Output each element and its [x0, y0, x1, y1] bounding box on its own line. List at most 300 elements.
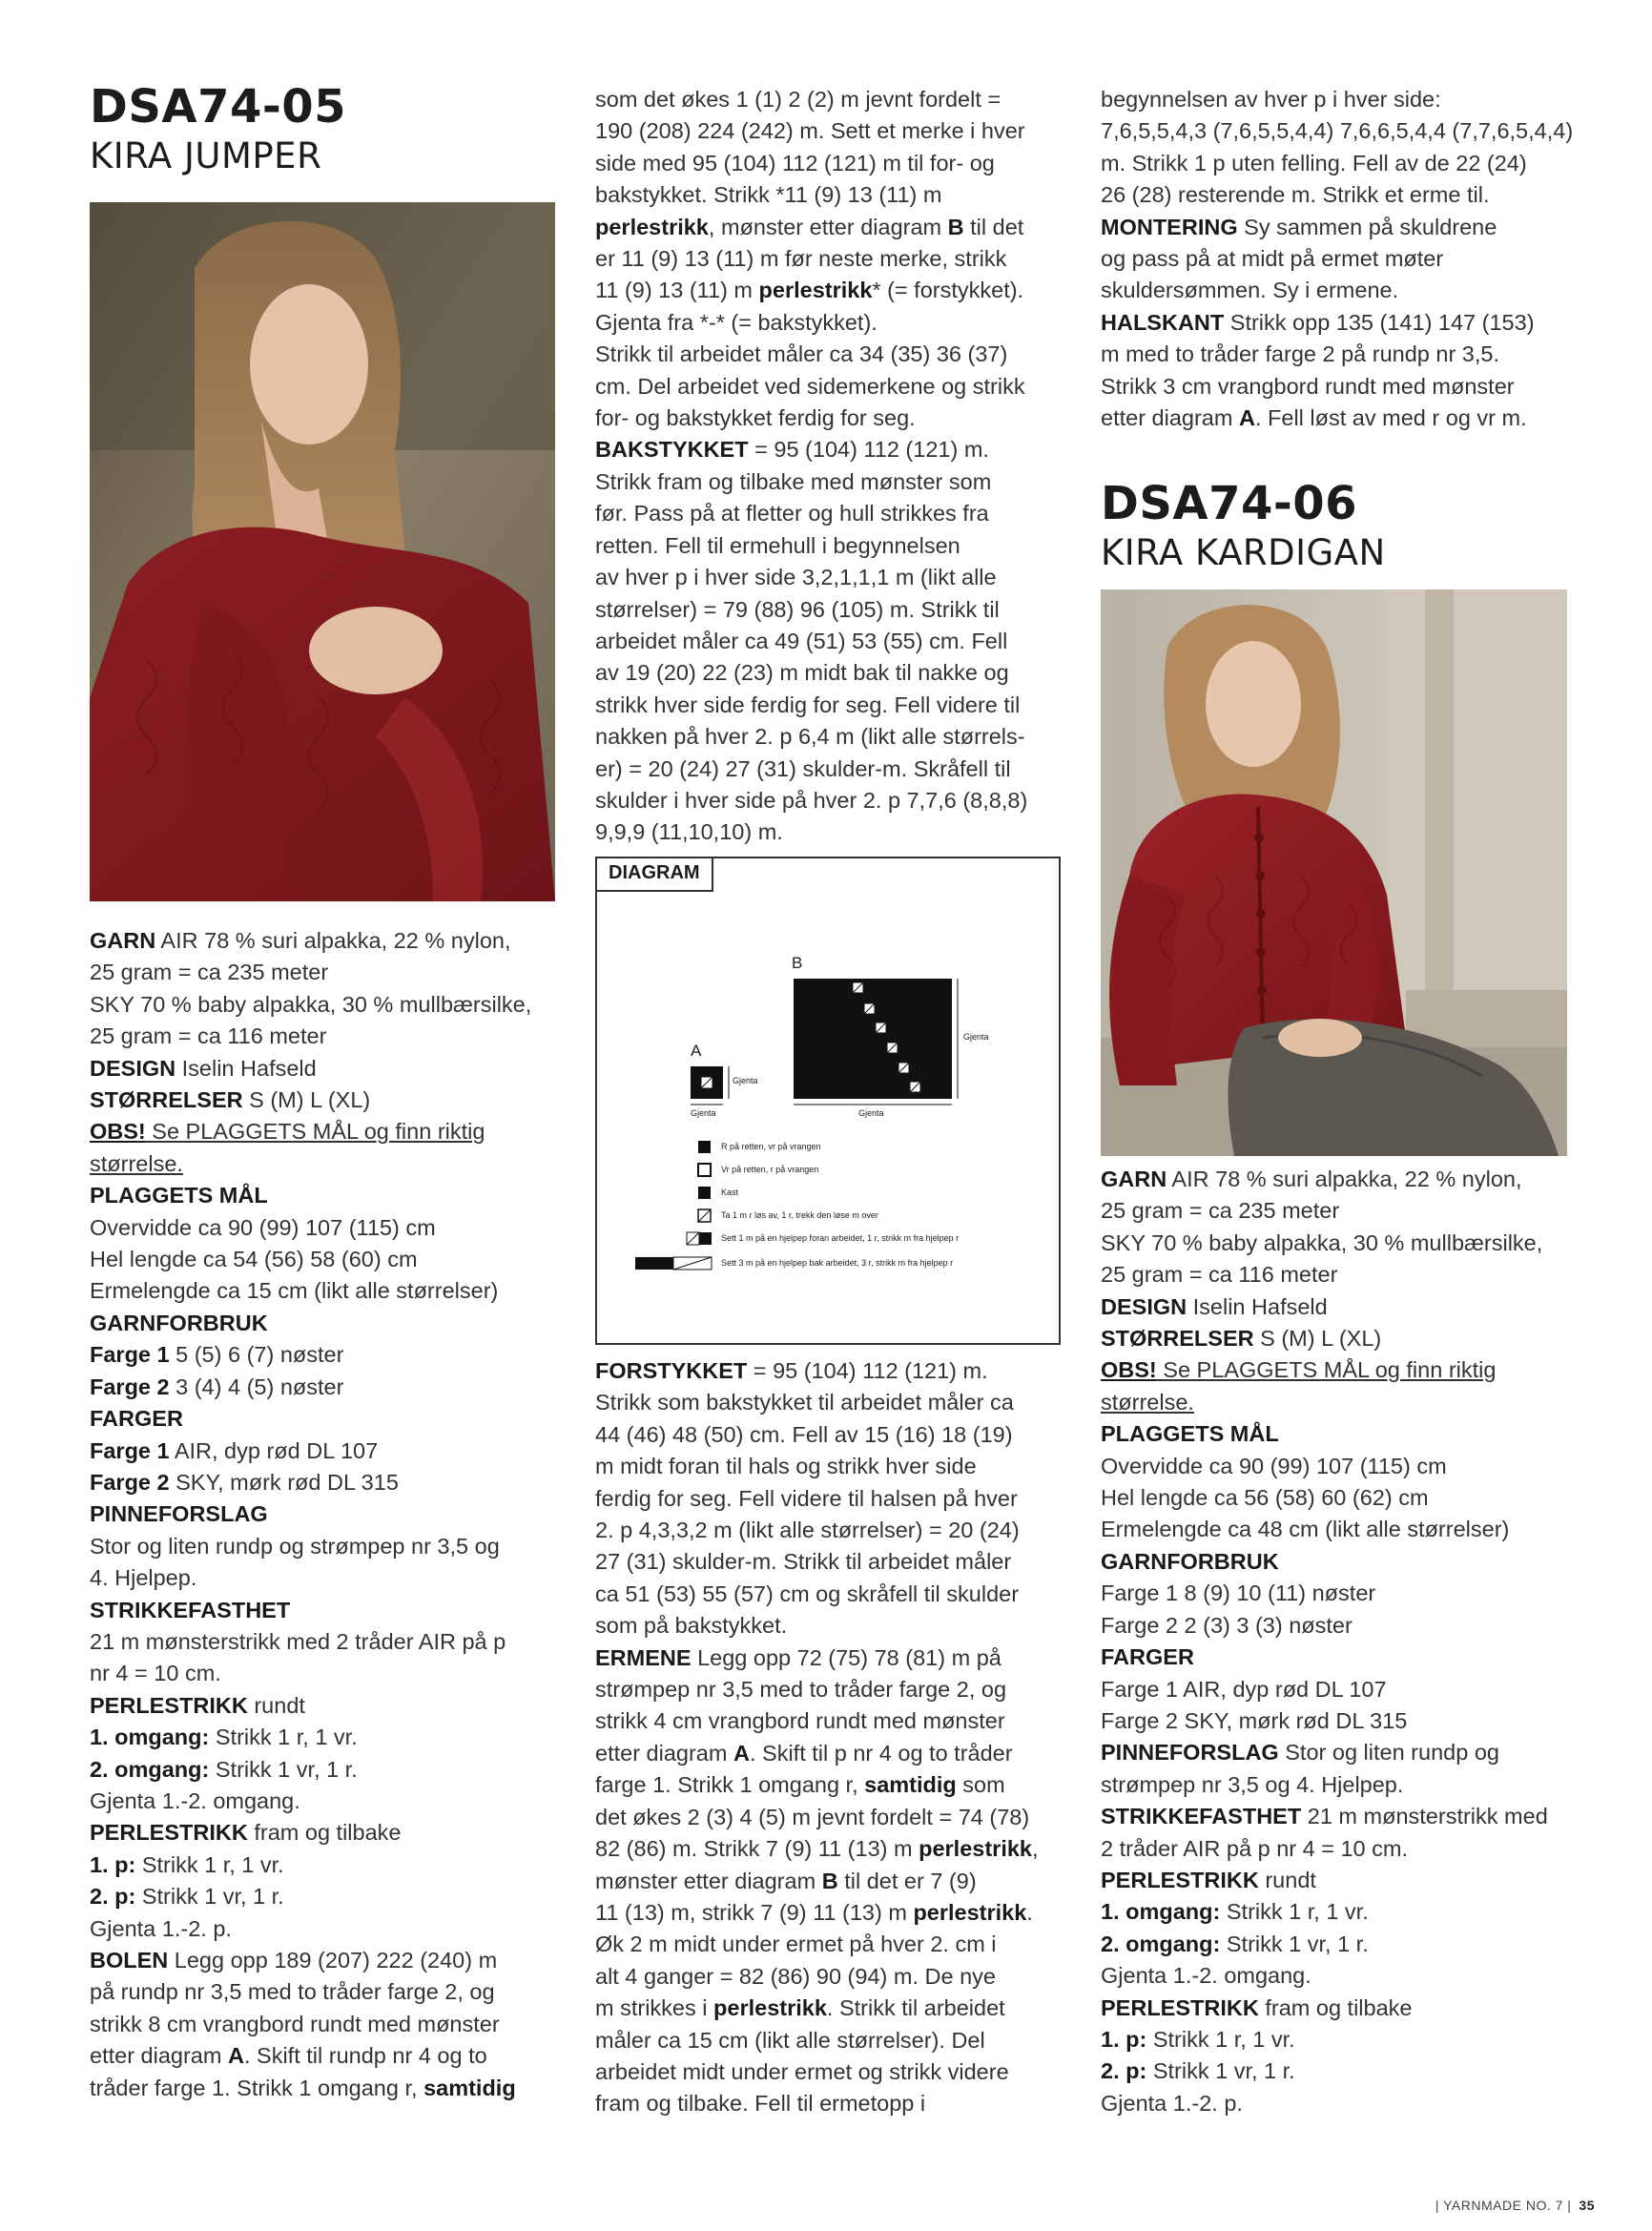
text-segment: Gjenta 1.-2. p. — [1101, 2090, 1243, 2116]
text-line — [1101, 1674, 1635, 1705]
text-segment: Farge 1 — [90, 1437, 170, 1463]
text-line — [1101, 1259, 1635, 1291]
text-line — [595, 84, 1110, 115]
section-heading: STØRRELSER — [90, 1087, 243, 1113]
text-segment: Strikk 1 r, 1 vr. — [209, 1725, 358, 1750]
text-line — [595, 1929, 1110, 1960]
text-line — [595, 1674, 1110, 1705]
text-line — [90, 1021, 605, 1052]
text-line — [90, 2009, 605, 2040]
legend-item: Kast — [721, 1188, 739, 1197]
legend-item: Sett 1 m på en hjelpep foran arbeidet, 1 r, strikk m fra hjelpep r — [721, 1233, 960, 1243]
text-segment: fram og tilbake — [1258, 1994, 1413, 2020]
text-segment: perlestrikk — [713, 1995, 827, 2021]
text-line — [595, 721, 1110, 753]
pattern-code: DSA74-06 — [1101, 477, 1358, 530]
text-segment: m. Strikk 1 p uten felling. Fell av de 22 (24) — [1101, 150, 1527, 176]
text-segment: Strikk opp 135 (141) 147 (153) — [1224, 309, 1535, 335]
text-segment: . Strikk til arbeidet — [826, 1995, 1005, 2021]
text-segment: Stor og liten rundp og strømpep nr 3,5 og — [90, 1533, 500, 1559]
text-segment: strikk hver side ferdig for seg. Fell videre til — [595, 692, 1021, 717]
text-segment: Strikk 1 vr, 1 r. — [209, 1756, 358, 1782]
text-segment: Strikk 1 vr, 1 r. — [135, 1884, 284, 1910]
text-line — [90, 2073, 605, 2104]
text-line — [90, 957, 605, 988]
text-segment: Sy sammen på skuldrene — [1237, 214, 1497, 239]
gjenta-a-horizontal: Gjenta — [691, 1108, 716, 1118]
section-heading: PERLESTRIKK — [1101, 1994, 1259, 2020]
section-heading: PERLESTRIKK — [90, 1820, 248, 1846]
text-line — [90, 1722, 605, 1753]
text-line — [1101, 371, 1635, 403]
text-line — [1101, 1164, 1635, 1195]
text-segment: 25 gram = ca 116 meter — [1101, 1262, 1338, 1288]
text-segment: samtidig — [423, 2075, 516, 2100]
cardigan-heading — [1101, 479, 1635, 574]
text-segment: Strikk 1 r, 1 vr. — [135, 1851, 284, 1877]
text-segment: Strikk 1 vr, 1 r. — [1220, 1931, 1369, 1956]
text-segment: etter diagram — [1101, 405, 1239, 431]
section-heading: MONTERING — [1101, 214, 1238, 239]
text-line — [1101, 1929, 1635, 1960]
section-heading: GARNFORBRUK — [90, 1310, 268, 1335]
text-segment: 27 (31) skulder-m. Strikk til arbeidet måler — [595, 1549, 1012, 1575]
text-segment: farge 1. Strikk 1 omgang r, — [595, 1772, 865, 1798]
section-heading: DESIGN — [1101, 1293, 1187, 1319]
legend-item: Vr på retten, r på vrangen — [721, 1165, 819, 1174]
legend-item: R på retten, vr på vrangen — [721, 1142, 821, 1151]
jumper-instructions-cont — [595, 84, 1110, 849]
text-segment: Farge 1 — [90, 1342, 170, 1368]
text-segment: 26 (28) resterende m. Strikk et erme til. — [1101, 182, 1490, 208]
text-line — [595, 657, 1110, 689]
text-segment: etter diagram — [595, 1740, 733, 1766]
text-segment: 4. Hjelpep. — [90, 1565, 197, 1591]
text-line — [1101, 212, 1635, 243]
text-line — [1101, 2088, 1635, 2119]
text-segment: Farge 2 2 (3) 3 (3) nøster — [1101, 1612, 1353, 1638]
text-segment: perlestrikk — [919, 1836, 1032, 1862]
text-segment: er 11 (9) 13 (11) m før neste merke, strikk — [595, 246, 1007, 272]
text-segment: til det — [963, 214, 1024, 239]
text-segment: fram og tilbake. Fell til ermetopp i — [595, 2091, 926, 2117]
text-segment: som — [956, 1772, 1005, 1798]
text-segment: AIR, dyp rød DL 107 — [169, 1437, 379, 1463]
text-line — [1101, 1737, 1635, 1768]
text-segment: 1. omgang: — [1101, 1899, 1221, 1925]
text-segment: 11 (13) m, strikk 7 (9) 11 (13) m — [595, 1899, 914, 1925]
text-line — [1101, 1801, 1635, 1832]
text-segment: 190 (208) 224 (242) m. Sett et merke i hver — [595, 118, 1025, 144]
section-heading: STRIKKEFASTHET — [90, 1597, 291, 1622]
text-line — [90, 1148, 605, 1180]
section-heading: STØRRELSER — [1101, 1326, 1254, 1352]
text-segment: Gjenta 1.-2. p. — [90, 1915, 232, 1941]
text-line — [1101, 1769, 1635, 1801]
text-segment: strikk 8 cm vrangbord rundt med mønster — [90, 2011, 500, 2036]
text-line — [90, 1881, 605, 1912]
text-segment: 44 (46) 48 (50) cm. Fell av 15 (16) 18 (19) — [595, 1421, 1013, 1447]
text-segment: Farge 2 — [90, 1469, 170, 1495]
text-line — [1101, 1323, 1635, 1354]
text-line — [90, 1436, 605, 1467]
text-line — [595, 690, 1110, 721]
text-line — [90, 1275, 605, 1307]
text-segment: alt 4 ganger = 82 (86) 90 (94) m. De nye — [595, 1963, 996, 1989]
text-segment: Iselin Hafseld — [1187, 1293, 1328, 1319]
text-segment: 1. p: — [1101, 2026, 1147, 2052]
pattern-code: DSA74-05 — [90, 80, 347, 134]
text-line — [595, 1738, 1110, 1769]
text-line — [595, 1355, 1110, 1387]
section-heading: PINNEFORSLAG — [90, 1501, 268, 1527]
section-heading: FARGER — [1101, 1644, 1194, 1670]
text-segment: . Fell løst av med r og vr m. — [1254, 405, 1527, 431]
text-segment: tråder farge 1. Strikk 1 omgang r, — [90, 2075, 424, 2100]
text-segment: 25 gram = ca 116 meter — [90, 1023, 327, 1049]
text-segment: Strikk til arbeidet måler ca 34 (35) 36 (37) — [595, 341, 1008, 367]
text-segment: nakken på hver 2. p 6,4 m (likt alle størrels- — [595, 724, 1025, 750]
legend-item: Sett 3 m på en hjelpep bak arbeidet, 3 r, strikk m fra hjelpep r — [721, 1258, 954, 1268]
text-line — [90, 1308, 605, 1339]
section-heading: ERMENE — [595, 1644, 692, 1670]
diagram-title: DIAGRAM — [597, 858, 713, 892]
text-line — [1101, 1228, 1635, 1259]
text-line — [595, 148, 1110, 179]
text-segment: som det økes 1 (1) 2 (2) m jevnt fordelt = — [595, 87, 1002, 112]
text-segment: 25 gram = ca 235 meter — [1101, 1198, 1340, 1224]
text-segment: fram og tilbake — [247, 1820, 402, 1846]
text-line — [90, 1690, 605, 1722]
text-line — [90, 1913, 605, 1945]
text-line — [1101, 339, 1635, 370]
text-segment: Gjenta fra *-* (= bakstykket). — [595, 309, 878, 335]
text-segment: 9,9,9 (11,10,10) m. — [595, 819, 783, 845]
text-line — [90, 1595, 605, 1626]
text-segment: perlestrikk — [758, 278, 873, 303]
text-segment: av hver p i hver side 3,2,1,1,1 m (likt alle — [595, 565, 997, 590]
text-line — [595, 562, 1110, 593]
pattern-name: KIRA KARDIGAN — [1101, 532, 1386, 573]
pattern-diagram — [595, 857, 1061, 1345]
text-segment: = 95 (104) 112 (121) m. — [747, 1358, 988, 1383]
text-segment: måler ca 15 cm (likt alle størrelser). Del — [595, 2027, 985, 2053]
text-segment: etter diagram — [90, 2043, 228, 2069]
text-segment: arbeidet midt under ermet og strikk videre — [595, 2058, 1009, 2084]
text-line — [595, 434, 1110, 465]
text-segment: samtidig — [864, 1772, 957, 1798]
text-line — [595, 1546, 1110, 1578]
text-segment: A — [227, 2043, 244, 2069]
cardigan-photo — [1101, 589, 1567, 1156]
text-segment: Hel lengde ca 54 (56) 58 (60) cm — [90, 1247, 418, 1272]
text-line — [595, 1610, 1110, 1642]
section-heading: DESIGN — [90, 1055, 176, 1081]
text-line — [1101, 1514, 1635, 1545]
text-segment: 1. p: — [90, 1851, 136, 1877]
text-segment: 2. omgang: — [90, 1756, 210, 1782]
text-segment: Gjenta 1.-2. omgang. — [1101, 1963, 1311, 1989]
text-line — [90, 1562, 605, 1594]
text-segment: bakstykket. Strikk *11 (9) 13 (11) m — [595, 182, 942, 208]
text-line — [595, 212, 1110, 243]
text-line — [595, 1897, 1110, 1929]
text-line — [595, 371, 1110, 403]
diagram-label-a: A — [691, 1042, 702, 1060]
text-line — [595, 275, 1110, 306]
text-segment: S (M) L (XL) — [242, 1087, 371, 1113]
text-segment: cm. Del arbeidet ved sidemerkene og strikk — [595, 373, 1025, 399]
page-footer — [1435, 2198, 1595, 2213]
text-segment: Farge 2 — [90, 1374, 170, 1399]
text-segment: perlestrikk — [595, 214, 709, 239]
text-segment: ferdig for seg. Fell videre til halsen på hver — [595, 1485, 1018, 1511]
section-heading: BAKSTYKKET — [595, 437, 749, 463]
text-line — [1101, 2055, 1635, 2087]
text-line — [595, 594, 1110, 626]
jumper-specs — [90, 925, 605, 2104]
text-line — [595, 530, 1110, 562]
text-line — [595, 1579, 1110, 1610]
text-segment: Legg opp 72 (75) 78 (81) m på — [691, 1644, 1002, 1670]
text-segment: på rundp nr 3,5 med to tråder farge 2, og — [90, 1979, 495, 2005]
text-line — [595, 243, 1110, 275]
text-segment: størrelse. — [90, 1150, 183, 1176]
text-line — [595, 1705, 1110, 1737]
text-segment: SKY, mørk rød DL 315 — [169, 1469, 399, 1495]
section-heading: FARGER — [90, 1406, 183, 1432]
text-line — [1101, 1451, 1635, 1482]
text-segment: Ermelengde ca 15 cm (likt alle størrelser) — [90, 1278, 499, 1304]
text-line — [90, 1212, 605, 1244]
text-segment: det økes 2 (3) 4 (5) m jevnt fordelt = 74 (78) — [595, 1804, 1030, 1829]
text-segment: størrelser) = 79 (88) 96 (105) m. Strikk til — [595, 596, 1000, 622]
text-line — [90, 1976, 605, 2008]
text-segment: B — [947, 214, 964, 239]
text-line — [1101, 1418, 1635, 1450]
text-segment: Strikk fram og tilbake med mønster som — [595, 468, 992, 494]
section-heading: BOLEN — [90, 1948, 169, 1973]
text-segment: 82 (86) m. Strikk 7 (9) 11 (13) m — [595, 1836, 919, 1862]
text-line — [595, 403, 1110, 434]
text-segment: Farge 1 8 (9) 10 (11) nøster — [1101, 1580, 1376, 1606]
text-segment: Hel lengde ca 56 (58) 60 (62) cm — [1101, 1485, 1429, 1511]
section-heading: OBS! — [1101, 1357, 1157, 1383]
text-line — [1101, 1354, 1635, 1386]
text-line — [595, 115, 1110, 147]
text-segment: 2. p 4,3,3,2 m (likt alle størrelser) = 20 (24) — [595, 1518, 1020, 1543]
text-segment: rundt — [247, 1692, 305, 1718]
text-line — [90, 1244, 605, 1275]
text-segment: SKY 70 % baby alpakka, 30 % mullbærsilke, — [90, 991, 532, 1017]
text-segment: 21 m mønsterstrikk med — [1301, 1804, 1548, 1829]
text-line — [90, 1498, 605, 1530]
text-line — [595, 1483, 1110, 1515]
text-segment: SKY 70 % baby alpakka, 30 % mullbærsilke, — [1101, 1229, 1543, 1255]
text-line — [595, 816, 1110, 848]
text-line — [90, 1403, 605, 1435]
text-segment: * (= forstykket). — [872, 278, 1024, 303]
text-line — [595, 1642, 1110, 1674]
text-line — [1101, 1993, 1635, 2024]
text-line — [1101, 2024, 1635, 2055]
pattern-name: KIRA JUMPER — [90, 135, 322, 176]
text-line — [90, 1754, 605, 1786]
text-segment: 25 gram = ca 235 meter — [90, 960, 329, 985]
text-segment: begynnelsen av hver p i hver side: — [1101, 87, 1441, 112]
text-line — [595, 1802, 1110, 1833]
text-line — [1101, 1642, 1635, 1673]
text-segment: Strikk som bakstykket til arbeidet måler ca — [595, 1390, 1014, 1415]
text-line — [595, 466, 1110, 498]
text-segment: 2. omgang: — [1101, 1931, 1221, 1956]
text-line — [90, 1626, 605, 1658]
text-line — [595, 1833, 1110, 1865]
text-segment: AIR 78 % suri alpakka, 22 % nylon, — [155, 928, 511, 953]
text-line — [1101, 307, 1635, 339]
text-segment: 2 tråder AIR på p nr 4 = 10 cm. — [1101, 1835, 1408, 1861]
text-segment: m strikkes i — [595, 1995, 714, 2021]
text-segment: Farge 1 AIR, dyp rød DL 107 — [1101, 1676, 1387, 1702]
text-line — [595, 785, 1110, 816]
text-line — [90, 1531, 605, 1562]
text-line — [595, 339, 1110, 370]
text-segment: Se PLAGGETS MÅL og finn riktig — [145, 1119, 485, 1145]
text-segment: perlestrikk — [913, 1899, 1027, 1925]
jumper-instructions-front-sleeves — [595, 1355, 1110, 2120]
text-segment: . Skift til rundp nr 4 og to — [243, 2043, 487, 2069]
text-line — [90, 1339, 605, 1371]
gjenta-a-vertical: Gjenta — [733, 1076, 758, 1085]
text-line — [90, 2040, 605, 2072]
text-segment: 11 (9) 13 (11) m — [595, 278, 759, 303]
text-line — [1101, 1482, 1635, 1514]
text-segment: , — [1032, 1836, 1039, 1862]
text-segment: arbeidet måler ca 49 (51) 53 (55) cm. Fell — [595, 628, 1008, 653]
text-line — [1101, 1960, 1635, 1992]
text-segment: skuldersømmen. Sy i ermene. — [1101, 278, 1399, 303]
text-line — [90, 1116, 605, 1147]
diagram-label-b: B — [792, 954, 803, 972]
section-heading: GARN — [1101, 1167, 1167, 1191]
text-line — [90, 1372, 605, 1403]
text-line — [595, 1451, 1110, 1482]
text-segment: Legg opp 189 (207) 222 (240) m — [168, 1948, 498, 1973]
text-line — [90, 1658, 605, 1689]
text-line — [1101, 1578, 1635, 1609]
text-segment: . Skift til p nr 4 og to tråder — [749, 1740, 1013, 1766]
text-segment: Farge 2 SKY, mørk rød DL 315 — [1101, 1707, 1408, 1733]
text-line — [1101, 1291, 1635, 1323]
text-segment: Øk 2 m midt under ermet på hver 2. cm i — [595, 1931, 997, 1957]
text-line — [595, 1387, 1110, 1418]
text-segment: Stor og liten rundp og — [1278, 1740, 1499, 1766]
text-segment: 2. p: — [90, 1884, 136, 1910]
text-segment: A — [733, 1740, 750, 1766]
text-line — [1101, 1865, 1635, 1896]
text-segment: Iselin Hafseld — [176, 1055, 317, 1081]
text-segment: Overvidde ca 90 (99) 107 (115) cm — [90, 1214, 436, 1240]
text-line — [90, 1817, 605, 1849]
text-line — [90, 1053, 605, 1085]
section-heading: OBS! — [90, 1119, 146, 1145]
text-line — [90, 1849, 605, 1881]
text-segment: Strikk 1 r, 1 vr. — [1146, 2026, 1295, 2052]
jumper-instructions-finish — [1101, 84, 1635, 434]
text-line — [1101, 1546, 1635, 1578]
text-line — [1101, 1896, 1635, 1928]
magazine-name: | YARNMADE NO. 7 | — [1435, 2198, 1572, 2213]
text-segment: 21 m mønsterstrikk med 2 tråder AIR på p — [90, 1628, 506, 1654]
text-segment: ca 51 (53) 55 (57) cm og skråfell til skulder — [595, 1580, 1020, 1606]
text-segment: for- og bakstykket ferdig for seg. — [595, 405, 916, 431]
text-line — [90, 1085, 605, 1116]
text-line — [595, 2088, 1110, 2119]
section-heading: HALSKANT — [1101, 309, 1225, 335]
text-line — [595, 179, 1110, 211]
text-segment: S (M) L (XL) — [1253, 1326, 1382, 1352]
text-line — [90, 1180, 605, 1211]
text-line — [90, 925, 605, 957]
text-segment: av 19 (20) 22 (23) m midt bak til nakke og — [595, 660, 1009, 686]
gjenta-b-vertical: Gjenta — [963, 1032, 989, 1042]
text-segment: 3 (4) 4 (5) nøster — [169, 1374, 344, 1399]
page-number: 35 — [1579, 2198, 1595, 2213]
text-segment: rundt — [1258, 1867, 1316, 1892]
text-line — [1101, 275, 1635, 306]
text-line — [90, 1945, 605, 1976]
text-segment: som på bakstykket. — [595, 1613, 788, 1639]
cardigan-specs — [1101, 1164, 1635, 2119]
section-heading: PLAGGETS MÅL — [90, 1183, 268, 1208]
text-segment: til det er 7 (9) — [837, 1868, 977, 1893]
text-line — [1101, 148, 1635, 179]
jumper-photo — [90, 202, 555, 901]
text-line — [595, 1769, 1110, 1801]
text-line — [595, 1866, 1110, 1897]
text-line — [1101, 1610, 1635, 1642]
text-segment: . — [1026, 1899, 1033, 1925]
text-segment: , mønster etter diagram — [708, 214, 948, 239]
text-line — [1101, 115, 1635, 147]
text-segment: B — [821, 1868, 838, 1893]
section-heading: PERLESTRIKK — [90, 1692, 248, 1718]
text-segment: 2. p: — [1101, 2058, 1147, 2084]
text-segment: før. Pass på at fletter og hull strikkes fra — [595, 501, 989, 527]
text-line — [595, 1419, 1110, 1451]
text-segment: A — [1238, 405, 1255, 431]
gjenta-b-horizontal: Gjenta — [858, 1108, 884, 1118]
text-line — [1101, 1833, 1635, 1865]
text-segment: strømpep nr 3,5 og 4. Hjelpep. — [1101, 1771, 1404, 1797]
text-segment: strømpep nr 3,5 med to tråder farge 2, og — [595, 1677, 1007, 1703]
text-segment: 1. omgang: — [90, 1725, 210, 1750]
text-line — [595, 2025, 1110, 2056]
text-line — [595, 1515, 1110, 1546]
text-segment: Strikk 1 vr, 1 r. — [1146, 2058, 1295, 2084]
text-line — [90, 1467, 605, 1498]
legend-item: Ta 1 m r løs av, 1 r, trekk den løse m over — [721, 1210, 878, 1220]
text-line — [595, 1993, 1110, 2024]
text-segment: side med 95 (104) 112 (121) m til for- og — [595, 150, 995, 176]
text-segment: nr 4 = 10 cm. — [90, 1661, 221, 1686]
text-segment: retten. Fell til ermehull i begynnelsen — [595, 532, 960, 558]
text-line — [595, 1961, 1110, 1993]
text-segment: = 95 (104) 112 (121) m. — [748, 437, 989, 463]
text-segment: 5 (5) 6 (7) nøster — [169, 1342, 344, 1368]
text-segment: m midt foran til hals og strikk hver side — [595, 1454, 977, 1479]
text-segment: Strikk 1 r, 1 vr. — [1220, 1899, 1369, 1925]
